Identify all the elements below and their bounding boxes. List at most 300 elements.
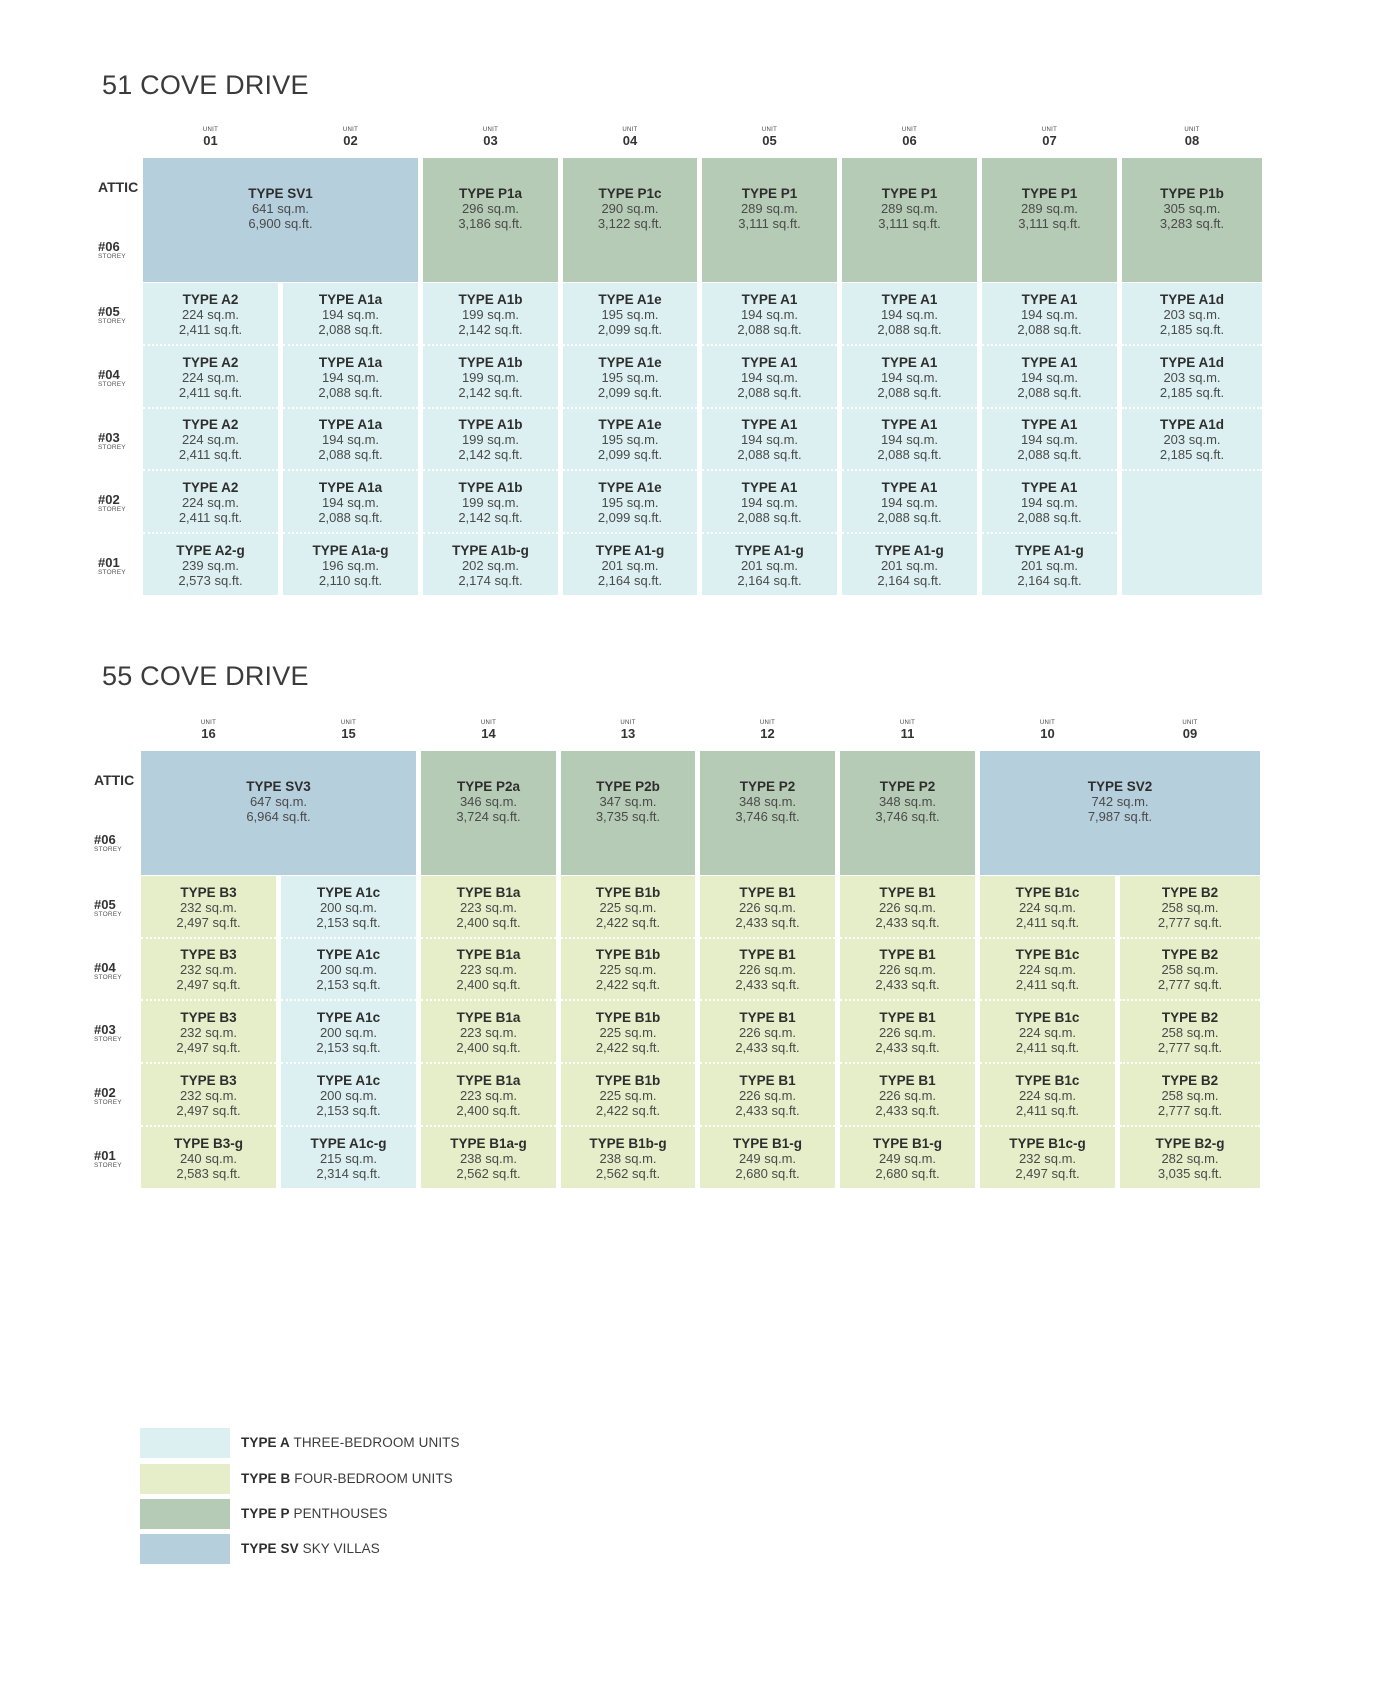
unit-cell-b[interactable] (840, 1064, 975, 1127)
unit-area-sqm: 240 sq.m. (179, 1150, 238, 1166)
unit-area-sqft: 2,185 sq.ft. (1159, 447, 1225, 462)
unit-type: TYPE B1b-g (589, 1135, 667, 1151)
unit-number: 08 (1184, 133, 1200, 148)
unit-number: 04 (622, 133, 638, 148)
unit-type: TYPE P2a (456, 779, 521, 794)
unit-cell-a[interactable] (1122, 409, 1262, 471)
unit-type: TYPE B2 (1161, 1009, 1219, 1025)
unit-number: 10 (1040, 726, 1055, 741)
unit-cell-b[interactable] (561, 939, 695, 1001)
storey-word: STOREY (98, 381, 126, 388)
unit-cell-a[interactable] (563, 346, 697, 409)
unit-cell-a[interactable] (143, 471, 278, 534)
unit-area-sqm: 201 sq.m. (740, 557, 799, 573)
unit-header (141, 720, 276, 740)
unit-type: TYPE B1-g (872, 1135, 942, 1151)
unit-header (281, 720, 416, 740)
unit-cell-b[interactable] (561, 876, 695, 939)
unit-cell-p[interactable] (423, 158, 558, 282)
unit-area-sqft: 2,099 sq.ft. (597, 321, 663, 337)
unit-area-sqft: 2,433 sq.ft. (875, 977, 940, 992)
unit-number: 13 (620, 726, 636, 741)
unit-cell-a[interactable] (281, 939, 416, 1001)
unit-cell-sv[interactable] (980, 751, 1260, 875)
unit-type: TYPE P1 (741, 186, 798, 201)
unit-type: TYPE P1a (458, 186, 523, 201)
unit-area-sqft: 3,724 sq.ft. (456, 809, 521, 824)
unit-type: TYPE B1-g (732, 1135, 802, 1151)
unit-type: TYPE B3 (180, 947, 237, 962)
unit-type: TYPE B3-g (173, 1135, 243, 1151)
unit-cell-sv[interactable] (143, 158, 418, 282)
unit-cell-b[interactable] (700, 1001, 835, 1064)
unit-cell-p[interactable] (1122, 158, 1262, 282)
unit-area-sqm: 290 sq.m. (601, 201, 659, 216)
legend-swatch (140, 1499, 230, 1529)
unit-cell-a[interactable] (842, 534, 977, 595)
unit-area-sqft: 2,433 sq.ft. (735, 977, 800, 992)
unit-cell-a[interactable] (283, 471, 418, 534)
unit-area-sqm: 289 sq.m. (740, 201, 799, 216)
unit-area-sqft: 2,411 sq.ft. (1015, 977, 1080, 992)
unit-area-sqm: 194 sq.m. (321, 369, 380, 385)
unit-type: TYPE B1c (1015, 947, 1080, 962)
unit-cell-b[interactable] (840, 939, 975, 1001)
unit-cell-b[interactable] (1120, 1001, 1260, 1064)
unit-cell-b[interactable] (980, 1064, 1115, 1127)
unit-word: UNIT (202, 127, 219, 133)
unit-cell-p[interactable] (842, 158, 977, 282)
unit-area-sqm: 203 sq.m. (1163, 369, 1221, 385)
legend-desc: PENTHOUSES (289, 1506, 388, 1521)
storey-word: STOREY (94, 911, 122, 918)
storey-number: #04 (94, 960, 116, 975)
unit-area-sqft: 2,164 sq.ft. (1017, 572, 1082, 588)
unit-header (563, 127, 697, 147)
unit-type: TYPE B1c (1015, 1072, 1080, 1088)
unit-cell-a[interactable] (283, 283, 418, 346)
unit-area-sqft: 2,777 sq.ft. (1157, 977, 1223, 992)
storey-word: STOREY (98, 569, 126, 576)
unit-cell-a[interactable] (1122, 346, 1262, 409)
unit-cell-a[interactable] (143, 283, 278, 346)
unit-cell-p[interactable] (840, 751, 975, 875)
storey-number: #02 (98, 492, 120, 507)
unit-header (561, 720, 695, 740)
unit-cell-b[interactable] (700, 939, 835, 1001)
unit-number: 05 (762, 133, 777, 148)
unit-area-sqm: 249 sq.m. (738, 1150, 797, 1166)
unit-type: TYPE A1a-g (312, 542, 389, 558)
unit-cell-p[interactable] (700, 751, 835, 875)
unit-area-sqft: 2,174 sq.ft. (458, 572, 523, 588)
unit-area-sqft: 2,185 sq.ft. (1159, 321, 1225, 337)
storey-word: STOREY (94, 1099, 122, 1106)
unit-type: TYPE A1c (316, 1009, 381, 1025)
unit-area-sqft: 2,497 sq.ft. (176, 1102, 241, 1118)
unit-area-sqft: 2,088 sq.ft. (318, 321, 383, 337)
unit-area-sqm: 223 sq.m. (459, 1024, 518, 1040)
unit-cell-b[interactable] (840, 1127, 975, 1188)
unit-type: TYPE B1a (456, 947, 521, 962)
unit-area-sqm: 282 sq.m. (1161, 1150, 1219, 1166)
unit-area-sqm: 225 sq.m. (599, 1024, 657, 1040)
unit-type: TYPE B1 (879, 947, 936, 962)
storey-number: #04 (98, 367, 120, 382)
unit-header (1122, 127, 1262, 147)
unit-area-sqm: 194 sq.m. (321, 494, 380, 510)
unit-word: UNIT (1039, 720, 1056, 726)
unit-type: TYPE B3 (180, 1009, 237, 1025)
unit-type: TYPE A1-g (595, 542, 665, 558)
unit-cell-b[interactable] (980, 1127, 1115, 1188)
unit-area-sqm: 348 sq.m. (738, 794, 797, 809)
unit-area-sqm: 226 sq.m. (878, 1087, 937, 1103)
unit-area-sqm: 196 sq.m. (321, 557, 380, 573)
unit-cell-b[interactable] (141, 939, 276, 1001)
unit-cell-p[interactable] (702, 158, 837, 282)
unit-header (842, 127, 977, 147)
unit-area-sqm: 194 sq.m. (740, 432, 799, 447)
unit-area-sqft: 6,900 sq.ft. (248, 216, 313, 231)
unit-type: TYPE B2 (1161, 884, 1219, 900)
unit-type: TYPE SV2 (1087, 779, 1153, 794)
unit-cell-p[interactable] (982, 158, 1117, 282)
unit-area-sqft: 2,142 sq.ft. (458, 447, 523, 462)
building-title: 51 COVE DRIVE (102, 70, 309, 100)
unit-cell-a[interactable] (842, 283, 977, 346)
legend-swatch (140, 1464, 230, 1494)
storey-number: #05 (98, 304, 120, 319)
unit-cell-a[interactable] (281, 1127, 416, 1188)
unit-cell-a[interactable] (423, 409, 558, 471)
legend-label (241, 1506, 388, 1521)
storey-number: #03 (94, 1022, 116, 1037)
unit-header (143, 127, 278, 147)
unit-type: TYPE B1 (739, 884, 796, 900)
storey-number: #06 (94, 832, 116, 847)
unit-number: 06 (902, 133, 917, 148)
attic-label (94, 773, 144, 787)
unit-area-sqm: 647 sq.m. (249, 794, 308, 809)
unit-type: TYPE A1a (318, 354, 383, 370)
unit-type: TYPE B1 (879, 884, 936, 900)
unit-cell-b[interactable] (700, 1064, 835, 1127)
unit-cell-a[interactable] (702, 346, 837, 409)
unit-type: TYPE A1a (318, 479, 383, 495)
unit-area-sqft: 2,153 sq.ft. (316, 1102, 381, 1118)
unit-cell-b[interactable] (1120, 876, 1260, 939)
storey-word: STOREY (98, 506, 126, 513)
unit-cell-b[interactable] (1120, 939, 1260, 1001)
unit-cell-a[interactable] (982, 283, 1117, 346)
unit-word: UNIT (200, 720, 217, 726)
unit-cell-b[interactable] (141, 1127, 276, 1188)
unit-header (283, 127, 418, 147)
legend-label (241, 1471, 453, 1486)
unit-cell-a[interactable] (143, 409, 278, 471)
unit-cell-a[interactable] (281, 1001, 416, 1064)
unit-number: 12 (760, 726, 775, 741)
unit-cell-p[interactable] (563, 158, 697, 282)
unit-area-sqft: 2,422 sq.ft. (595, 914, 661, 930)
unit-word: UNIT (480, 720, 497, 726)
unit-area-sqm: 224 sq.m. (181, 369, 240, 385)
unit-area-sqm: 226 sq.m. (878, 962, 937, 977)
unit-type: TYPE A1 (1021, 291, 1078, 307)
unit-area-sqm: 195 sq.m. (601, 432, 659, 447)
unit-area-sqm: 200 sq.m. (319, 1024, 378, 1040)
unit-type: TYPE SV1 (248, 186, 313, 201)
unit-area-sqft: 2,314 sq.ft. (316, 1165, 381, 1181)
unit-area-sqft: 2,185 sq.ft. (1159, 384, 1225, 400)
unit-area-sqft: 2,680 sq.ft. (735, 1165, 800, 1181)
unit-area-sqft: 2,088 sq.ft. (1017, 321, 1082, 337)
unit-area-sqm: 232 sq.m. (179, 962, 238, 977)
unit-cell-a[interactable] (283, 409, 418, 471)
unit-cell-b[interactable] (421, 1064, 556, 1127)
unit-area-sqm: 258 sq.m. (1161, 1024, 1219, 1040)
unit-cell-a[interactable] (143, 534, 278, 595)
unit-area-sqft: 2,411 sq.ft. (178, 321, 243, 337)
unit-cell-a[interactable] (1122, 283, 1262, 346)
unit-cell-a[interactable] (702, 409, 837, 471)
unit-cell-a[interactable] (982, 471, 1117, 534)
unit-word: UNIT (1041, 127, 1058, 133)
unit-type: TYPE A1 (881, 291, 938, 307)
storey-number: #01 (94, 1148, 116, 1163)
storey-word: STOREY (94, 1162, 122, 1169)
unit-area-sqm: 224 sq.m. (181, 306, 240, 322)
unit-cell-b[interactable] (421, 939, 556, 1001)
legend-swatch (140, 1534, 230, 1564)
unit-cell-b[interactable] (141, 1064, 276, 1127)
unit-type: TYPE A1 (881, 479, 938, 495)
legend-type: TYPE SV (241, 1541, 299, 1556)
unit-area-sqft: 3,283 sq.ft. (1159, 216, 1225, 231)
unit-area-sqft: 3,735 sq.ft. (595, 809, 661, 824)
unit-area-sqft: 2,400 sq.ft. (456, 977, 521, 992)
unit-cell-b[interactable] (980, 939, 1115, 1001)
unit-area-sqft: 2,400 sq.ft. (456, 914, 521, 930)
unit-header (423, 127, 558, 147)
unit-area-sqft: 2,573 sq.ft. (178, 572, 243, 588)
unit-area-sqm: 239 sq.m. (181, 557, 240, 573)
unit-cell-a[interactable] (423, 471, 558, 534)
unit-cell-a[interactable] (842, 346, 977, 409)
unit-area-sqm: 232 sq.m. (1018, 1150, 1077, 1166)
unit-area-sqm: 194 sq.m. (1020, 494, 1079, 510)
unit-cell-a[interactable] (702, 534, 837, 595)
unit-cell-b[interactable] (840, 1001, 975, 1064)
unit-type: TYPE B3 (180, 884, 237, 900)
unit-header (840, 720, 975, 740)
unit-type: TYPE A1 (881, 354, 938, 370)
unit-type: TYPE A2 (182, 417, 239, 432)
unit-cell-b[interactable] (421, 876, 556, 939)
unit-type: TYPE P1 (1021, 186, 1078, 201)
unit-cell-b[interactable] (561, 1127, 695, 1188)
unit-area-sqft: 2,411 sq.ft. (178, 384, 243, 400)
unit-type: TYPE A2 (182, 291, 239, 307)
unit-type: TYPE A1c (316, 947, 381, 962)
unit-type: TYPE B1c-g (1009, 1135, 1086, 1151)
unit-cell-b[interactable] (700, 876, 835, 939)
unit-type: TYPE B1b (595, 1072, 661, 1088)
unit-type: TYPE P2b (596, 779, 660, 794)
unit-area-sqft: 2,164 sq.ft. (877, 572, 942, 588)
unit-area-sqm: 194 sq.m. (740, 306, 799, 322)
unit-cell-a[interactable] (842, 409, 977, 471)
unit-area-sqm: 215 sq.m. (319, 1150, 378, 1166)
unit-cell-sv[interactable] (141, 751, 416, 875)
unit-type: TYPE B1a (456, 1072, 521, 1088)
unit-type: TYPE A1b (458, 291, 523, 307)
unit-cell-b[interactable] (840, 876, 975, 939)
unit-type: TYPE B1a-g (450, 1135, 527, 1151)
storey-word: STOREY (94, 974, 122, 981)
unit-area-sqft: 2,088 sq.ft. (737, 384, 802, 400)
unit-area-sqm: 232 sq.m. (179, 1024, 238, 1040)
legend-desc: SKY VILLAS (298, 1541, 380, 1556)
unit-area-sqm: 194 sq.m. (740, 494, 799, 510)
legend-label (241, 1435, 460, 1450)
unit-area-sqft: 2,411 sq.ft. (1015, 1039, 1080, 1055)
unit-cell-p[interactable] (561, 751, 695, 875)
unit-area-sqft: 2,497 sq.ft. (176, 977, 241, 992)
unit-cell-a[interactable] (281, 1064, 416, 1127)
unit-number: 02 (343, 133, 358, 148)
unit-cell-b[interactable] (561, 1001, 695, 1064)
unit-type: TYPE A1 (881, 417, 938, 432)
unit-area-sqft: 2,497 sq.ft. (1015, 1165, 1080, 1181)
unit-cell-a[interactable] (143, 346, 278, 409)
unit-cell-a[interactable] (423, 534, 558, 595)
unit-type: TYPE A1a (318, 417, 383, 432)
unit-area-sqft: 2,411 sq.ft. (178, 447, 243, 462)
unit-area-sqm: 223 sq.m. (459, 962, 518, 977)
storey-label (94, 1086, 144, 1107)
unit-area-sqft: 2,142 sq.ft. (458, 384, 523, 400)
unit-area-sqft: 3,111 sq.ft. (1018, 216, 1081, 231)
unit-cell-b[interactable] (1120, 1064, 1260, 1127)
unit-cell-a[interactable] (283, 346, 418, 409)
unit-cell-b[interactable] (980, 876, 1115, 939)
unit-area-sqft: 2,433 sq.ft. (735, 914, 800, 930)
unit-area-sqm: 195 sq.m. (601, 306, 659, 322)
unit-cell-b[interactable] (421, 1127, 556, 1188)
unit-cell-b[interactable] (141, 1001, 276, 1064)
unit-cell-a[interactable] (283, 534, 418, 595)
unit-cell-a[interactable] (842, 471, 977, 534)
unit-type: TYPE A1e (598, 479, 662, 495)
unit-area-sqm: 224 sq.m. (1018, 899, 1077, 915)
unit-area-sqft: 2,088 sq.ft. (1017, 509, 1082, 525)
unit-area-sqm: 226 sq.m. (738, 899, 797, 915)
unit-type: TYPE A1 (1021, 354, 1078, 370)
unit-area-sqft: 2,400 sq.ft. (456, 1102, 521, 1118)
unit-type: TYPE P2 (879, 779, 936, 794)
legend-type: TYPE B (241, 1471, 291, 1486)
legend-label (241, 1541, 380, 1556)
unit-cell-a[interactable] (982, 346, 1117, 409)
unit-cell-a[interactable] (563, 471, 697, 534)
unit-area-sqft: 2,088 sq.ft. (318, 509, 383, 525)
unit-type: TYPE SV3 (246, 779, 311, 794)
unit-cell-b[interactable] (1120, 1127, 1260, 1188)
unit-cell-b[interactable] (561, 1064, 695, 1127)
unit-type: TYPE A1-g (1015, 542, 1084, 558)
unit-area-sqft: 2,088 sq.ft. (877, 321, 942, 337)
unit-cell-a[interactable] (702, 283, 837, 346)
unit-word: UNIT (622, 127, 638, 133)
unit-word: UNIT (1182, 720, 1198, 726)
unit-number: 11 (900, 726, 915, 741)
unit-header (700, 720, 835, 740)
unit-number: 15 (341, 726, 356, 741)
unit-area-sqm: 202 sq.m. (461, 557, 520, 573)
unit-header (702, 127, 837, 147)
unit-area-sqft: 2,583 sq.ft. (176, 1165, 241, 1181)
unit-area-sqft: 2,088 sq.ft. (318, 384, 383, 400)
unit-type: TYPE B1c (1015, 1009, 1080, 1025)
unit-cell-b[interactable] (980, 1001, 1115, 1064)
unit-area-sqft: 2,411 sq.ft. (1015, 914, 1080, 930)
unit-cell-a[interactable] (563, 534, 697, 595)
unit-cell-a[interactable] (423, 283, 558, 346)
storey-label (98, 431, 148, 452)
unit-cell-a[interactable] (423, 346, 558, 409)
unit-area-sqm: 289 sq.m. (1020, 201, 1079, 216)
unit-type: TYPE A2 (182, 354, 239, 370)
unit-cell-a[interactable] (982, 409, 1117, 471)
empty-cell (1122, 471, 1262, 534)
unit-area-sqft: 2,142 sq.ft. (458, 321, 523, 337)
unit-type: TYPE A1b (458, 417, 523, 432)
unit-area-sqm: 194 sq.m. (1020, 306, 1079, 322)
unit-type: TYPE A1a (318, 291, 383, 307)
storey-label (94, 833, 144, 854)
unit-area-sqft: 2,562 sq.ft. (456, 1165, 521, 1181)
unit-type: TYPE A1b-g (452, 542, 529, 558)
unit-word: UNIT (342, 127, 359, 133)
unit-cell-a[interactable] (281, 876, 416, 939)
unit-area-sqft: 2,099 sq.ft. (597, 447, 663, 462)
unit-cell-b[interactable] (700, 1127, 835, 1188)
unit-area-sqft: 2,433 sq.ft. (875, 914, 940, 930)
unit-cell-a[interactable] (563, 409, 697, 471)
building-title: 55 COVE DRIVE (102, 661, 309, 691)
unit-area-sqft: 2,433 sq.ft. (875, 1102, 940, 1118)
unit-area-sqm: 194 sq.m. (880, 432, 939, 447)
unit-word: UNIT (340, 720, 357, 726)
unit-cell-a[interactable] (702, 471, 837, 534)
unit-word: UNIT (899, 720, 916, 726)
unit-type: TYPE B3 (180, 1072, 237, 1088)
unit-area-sqft: 2,088 sq.ft. (1017, 384, 1082, 400)
storey-label (98, 493, 148, 514)
unit-cell-a[interactable] (982, 534, 1117, 595)
unit-type: TYPE B2 (1161, 947, 1219, 962)
unit-cell-b[interactable] (141, 876, 276, 939)
unit-cell-b[interactable] (421, 1001, 556, 1064)
unit-area-sqft: 2,164 sq.ft. (737, 572, 802, 588)
unit-type: TYPE A1-g (875, 542, 944, 558)
unit-type: TYPE P1 (881, 186, 938, 201)
unit-type: TYPE B1b (595, 1009, 661, 1025)
unit-cell-p[interactable] (421, 751, 556, 875)
unit-cell-a[interactable] (563, 283, 697, 346)
